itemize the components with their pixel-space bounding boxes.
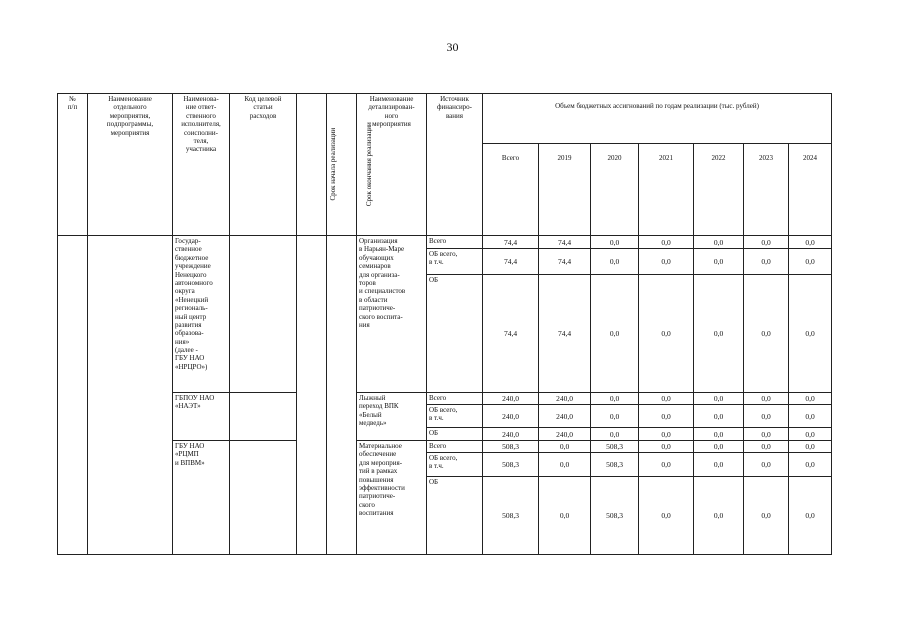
value-cell: 0,0 — [639, 477, 694, 555]
header-year: Всего — [483, 144, 539, 236]
table-row — [58, 236, 832, 249]
value-cell: 0,0 — [639, 393, 694, 405]
header-end: Срок окончания реализации — [327, 94, 357, 236]
value-cell: 240,0 — [539, 393, 591, 405]
value-cell: 0,0 — [694, 405, 744, 428]
value-cell: 0,0 — [789, 249, 832, 275]
value-cell: 0,0 — [694, 453, 744, 477]
header-year: 2022 — [694, 144, 744, 236]
header-budget: Объем бюджетных ассигнований по годам реализации (тыс. рублей) — [483, 94, 832, 144]
value-cell: 0,0 — [694, 428, 744, 441]
table-row — [58, 441, 832, 453]
header-event: Наименование отдельного мероприятия, подпрограммы, мероприятия — [88, 94, 173, 236]
event-cell — [88, 236, 173, 555]
value-cell: 508,3 — [591, 477, 639, 555]
value-cell: 74,4 — [483, 236, 539, 249]
value-cell: 0,0 — [789, 393, 832, 405]
code-cell — [230, 441, 297, 555]
value-cell: 0,0 — [639, 236, 694, 249]
executor-cell: ГБПОУ НАО «НАЭТ» — [173, 393, 230, 441]
value-cell: 0,0 — [744, 428, 789, 441]
value-cell: 0,0 — [539, 441, 591, 453]
value-cell: 0,0 — [591, 405, 639, 428]
value-cell: 0,0 — [744, 393, 789, 405]
source-cell: ОБ всего, в т.ч. — [427, 249, 483, 275]
value-cell: 240,0 — [483, 428, 539, 441]
value-cell: 0,0 — [744, 453, 789, 477]
code-cell — [230, 236, 297, 393]
value-cell: 74,4 — [483, 275, 539, 393]
source-cell: Всего — [427, 236, 483, 249]
value-cell: 74,4 — [539, 275, 591, 393]
header-source: Источник финансиро- вания — [427, 94, 483, 236]
value-cell: 508,3 — [591, 441, 639, 453]
table-row — [58, 393, 832, 405]
value-cell: 240,0 — [539, 405, 591, 428]
value-cell: 0,0 — [639, 428, 694, 441]
header-code: Код целевой статьи расходов — [230, 94, 297, 236]
value-cell: 0,0 — [789, 441, 832, 453]
value-cell: 508,3 — [483, 441, 539, 453]
value-cell: 0,0 — [639, 453, 694, 477]
header-year: 2021 — [639, 144, 694, 236]
value-cell: 240,0 — [539, 428, 591, 441]
value-cell: 0,0 — [539, 477, 591, 555]
value-cell: 0,0 — [694, 275, 744, 393]
value-cell: 0,0 — [591, 428, 639, 441]
detail-cell: Организация в Нарьян-Маре обучающих семинаров для организа- торов и специалистов в области патриотиче- ского воспита- ния — [357, 236, 427, 393]
value-cell: 0,0 — [694, 477, 744, 555]
value-cell: 0,0 — [744, 275, 789, 393]
source-cell: ОБ всего, в т.ч. — [427, 405, 483, 428]
value-cell: 0,0 — [639, 249, 694, 275]
source-cell: ОБ — [427, 428, 483, 441]
num-cell — [58, 236, 88, 555]
value-cell: 0,0 — [744, 477, 789, 555]
value-cell: 0,0 — [789, 275, 832, 393]
value-cell: 240,0 — [483, 405, 539, 428]
value-cell: 0,0 — [591, 275, 639, 393]
source-cell: ОБ всего, в т.ч. — [427, 453, 483, 477]
value-cell: 0,0 — [694, 441, 744, 453]
value-cell: 0,0 — [789, 428, 832, 441]
value-cell: 0,0 — [744, 236, 789, 249]
value-cell: 74,4 — [539, 249, 591, 275]
value-cell: 0,0 — [789, 405, 832, 428]
value-cell: 0,0 — [694, 393, 744, 405]
value-cell: 74,4 — [483, 249, 539, 275]
end-cell — [327, 236, 357, 555]
header-executor: Наименова- ние ответ- ственного исполнителя, соисполни- теля, участника — [173, 94, 230, 236]
value-cell: 0,0 — [639, 441, 694, 453]
budget-table — [57, 93, 832, 555]
value-cell: 0,0 — [591, 236, 639, 249]
source-cell: ОБ — [427, 477, 483, 555]
value-cell: 0,0 — [639, 405, 694, 428]
value-cell: 0,0 — [694, 236, 744, 249]
detail-cell: Материальное обеспечение для мероприя- тий в рамках повышения эффективности патриотиче- ского воспитания — [357, 441, 427, 555]
value-cell: 0,0 — [694, 249, 744, 275]
header-year: 2023 — [744, 144, 789, 236]
source-cell: ОБ — [427, 275, 483, 393]
value-cell: 508,3 — [483, 477, 539, 555]
executor-cell: ГБУ НАО «РЦМП и ВПВМ» — [173, 441, 230, 555]
value-cell: 0,0 — [591, 393, 639, 405]
source-cell: Всего — [427, 393, 483, 405]
value-cell: 0,0 — [639, 275, 694, 393]
value-cell: 0,0 — [744, 441, 789, 453]
value-cell: 0,0 — [744, 249, 789, 275]
value-cell: 0,0 — [789, 477, 832, 555]
header-year: 2024 — [789, 144, 832, 236]
page-number: 30 — [446, 40, 459, 54]
header-num: № п/п — [58, 94, 88, 236]
source-cell: Всего — [427, 441, 483, 453]
header-start: Срок начала реализации — [297, 94, 327, 236]
value-cell: 0,0 — [744, 405, 789, 428]
value-cell: 508,3 — [591, 453, 639, 477]
value-cell: 74,4 — [539, 236, 591, 249]
value-cell: 0,0 — [789, 236, 832, 249]
header-year: 2020 — [591, 144, 639, 236]
code-cell — [230, 393, 297, 441]
value-cell: 240,0 — [483, 393, 539, 405]
value-cell: 0,0 — [591, 249, 639, 275]
detail-cell: Лыжный переход ВПК «Белый медведь» — [357, 393, 427, 441]
value-cell: 0,0 — [539, 453, 591, 477]
executor-cell: Государ- ственное бюджетное учреждение Ненецкого автономного округа «Ненецкий региональ- ный центр развития образова- ния» (далее - ГБУ НАО «НРЦРО») — [173, 236, 230, 393]
value-cell: 0,0 — [789, 453, 832, 477]
value-cell: 508,3 — [483, 453, 539, 477]
header-detail: Наименование детализирован- ного мероприятия — [357, 94, 427, 236]
header-year: 2019 — [539, 144, 591, 236]
start-cell — [297, 236, 327, 555]
